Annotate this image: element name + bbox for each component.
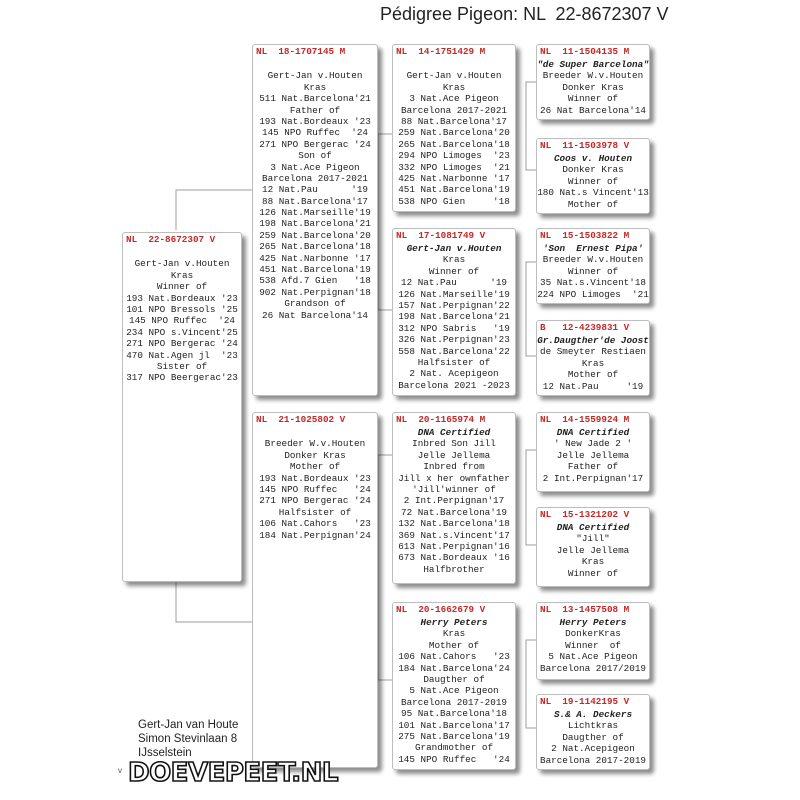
pigeon-name: Gr.Daugther'de Joost: [537, 335, 649, 346]
info-line: 451 Nat.Barcelona'19: [398, 184, 510, 196]
ring-number: NL 15-1321202 V: [540, 509, 630, 520]
info-line: Inbred Son Jill: [412, 438, 496, 450]
info-line: Jelle Jellema: [556, 544, 630, 556]
info-line: 425 Nat.Narbonne '17: [259, 252, 371, 264]
info-line: [253, 59, 377, 70]
info-line: Breeder W.v.Houten: [264, 438, 366, 450]
page-title: Pédigree Pigeon: NL 22-8672307 V: [380, 4, 669, 24]
info-line: Jelle Jellema: [556, 449, 630, 461]
info-line: 101 Nat.Barcelona'17: [398, 719, 510, 731]
info-line: Winner of: [567, 175, 619, 187]
ring-number: NL 18-1707145 M: [256, 46, 346, 57]
info-line: 12 Nat.Pau '19: [542, 380, 644, 392]
info-line: Barcelona 2017-2021: [400, 104, 507, 116]
ring-number: NL 17-1081749 V: [396, 230, 486, 241]
info-line: 271 NPO Bergerac '24: [259, 495, 371, 507]
info-line: 3 Nat.Ace Pigeon: [409, 93, 499, 105]
info-line: Winner of: [565, 639, 621, 651]
info-line: 12 Nat.Pau '19: [400, 277, 507, 289]
ring-number: NL 22-8672307 V: [126, 234, 216, 245]
info-line: 126 Nat.Marseille'19: [259, 207, 371, 219]
sire-card: [252, 44, 378, 396]
info-line: 275 Nat.Barcelona'19: [398, 730, 510, 742]
info-line: 106 Nat.Cahors '23: [259, 518, 371, 530]
ring-number: NL 13-1457508 M: [540, 604, 630, 615]
info-line: 332 NPO Limoges '21: [398, 161, 510, 173]
ring-number: B 12-4239831 V: [540, 322, 630, 333]
info-line: 538 Afd.7 Gien '18: [259, 275, 371, 287]
info-line: 184 Nat.Barcelona'24: [398, 662, 510, 674]
info-line: 193 Nat.Bordeaux '23: [259, 115, 371, 127]
info-line: 26 Nat Barcelona'14: [261, 309, 368, 321]
info-line: 294 NPO Limoges '23: [398, 150, 510, 162]
info-line: Barcelona 2017-2021: [261, 172, 368, 184]
info-line: 259 Nat.Barcelona'20: [259, 229, 371, 241]
info-line: 369 Nat.s.Vincent'17: [398, 529, 510, 541]
info-line: Jelle Jellema: [417, 449, 491, 461]
info-line: Mother of: [428, 639, 480, 651]
ring-number: NL 11-1504135 M: [540, 46, 630, 57]
info-line: Kras: [581, 556, 605, 568]
ring-number: NL 14-1559924 M: [540, 414, 630, 425]
info-line: 184 Nat.Perpignan'24: [259, 529, 371, 541]
info-line: Breeder W.v.Houten: [542, 70, 644, 82]
dam-sire-dam-card: [536, 507, 650, 587]
info-line: 902 Nat.Perpignan'18: [259, 286, 371, 298]
ring-number: NL 20-1165974 M: [396, 414, 486, 425]
info-line: Mother of: [289, 461, 341, 473]
info-line: Father of: [567, 461, 619, 473]
pigeon-name: "de Super Barcelona": [537, 59, 649, 70]
info-line: 271 NPO Bergerac '24: [259, 138, 371, 150]
dam-dam-dam-card: [536, 694, 650, 770]
breeder-name: Herry Peters: [559, 617, 627, 628]
info-line: 271 NPO Bergerac '24: [126, 338, 238, 350]
info-line: 193 Nat.Bordeaux '23: [126, 292, 238, 304]
info-line: Winner of: [156, 281, 208, 293]
certification: DNA Certified: [417, 427, 491, 438]
info-line: 425 Nat.Narbonne '17: [398, 172, 510, 184]
info-line: Mother of: [567, 369, 619, 381]
info-line: 95 Nat.Barcelona'18: [400, 708, 507, 720]
info-line: Lichtkras: [567, 720, 619, 732]
breeder-name: S.& A. Deckers: [553, 709, 633, 720]
info-line: 2 Int.Perpignan'17: [403, 495, 505, 507]
info-line: 5 Nat.Ace Pigeon: [548, 651, 638, 663]
info-line: 145 NPO Ruffec '24: [261, 127, 368, 139]
info-line: DonkerKras: [565, 628, 621, 640]
info-line: 145 NPO Ruffec '24: [128, 315, 235, 327]
info-line: 132 Nat.Barcelona'18: [398, 518, 510, 530]
info-line: 265 Nat.Barcelona'18: [398, 138, 510, 150]
info-line: de Smeyter Restiaen: [539, 346, 646, 358]
info-line: Kras: [581, 357, 605, 369]
info-line: Donker Kras: [562, 81, 624, 93]
breeder-city: IJsselstein: [138, 747, 192, 759]
info-line: Breeder W.v.Houten: [542, 254, 644, 266]
info-line: 35 Nat.s.Vincent'18: [539, 277, 646, 289]
info-line: Barcelona 2021 -2023: [398, 379, 510, 391]
breeder-name: Gert-Jan v.Houten: [406, 243, 502, 254]
info-line: Halfsister of: [278, 506, 352, 518]
dam-sire-card: [392, 412, 516, 584]
info-line: 2 Nat.Acepigeon: [551, 743, 635, 755]
info-line: Winner of: [567, 265, 619, 277]
sire-dam-card: [392, 228, 516, 396]
info-line: 326 Nat.Perpignan'23: [398, 334, 510, 346]
info-line: 198 Nat.Barcelona'21: [259, 218, 371, 230]
info-line: [123, 247, 241, 258]
info-line: 180 Nat.s Vincent'13: [537, 187, 649, 199]
info-line: 26 Nat Barcelona'14: [539, 104, 646, 116]
info-line: Kras: [303, 81, 327, 93]
info-line: Daugther of: [562, 731, 624, 743]
info-line: 198 Nat.Barcelona'21: [398, 311, 510, 323]
info-line: "Jill": [576, 533, 610, 545]
watermark-prefix: v: [118, 766, 122, 775]
pigeon-card: [122, 232, 242, 582]
breeder-name: Herry Peters: [420, 617, 488, 628]
info-line: 145 NPO Ruffec '24: [259, 483, 371, 495]
info-line: Gert-Jan v.Houten: [134, 258, 230, 270]
info-line: 88 Nat.Barcelona'17: [261, 195, 368, 207]
ring-number: NL 11-1503978 V: [540, 140, 630, 151]
info-line: 511 Nat.Barcelona'21: [259, 93, 371, 105]
info-line: 'Jill'winner of: [412, 483, 496, 495]
sire-sire-dam-card: [536, 138, 650, 214]
info-line: Jill x her ownfather: [398, 472, 510, 484]
info-line: 5 Nat.Ace Pigeon: [409, 685, 499, 697]
info-line: Barcelona 2017-2019: [539, 754, 646, 766]
info-line: 101 NPO Bressols '25: [126, 303, 238, 315]
ring-number: NL 15-1503822 M: [540, 230, 630, 241]
info-line: 2 Nat. Acepigeon: [409, 368, 499, 380]
info-line: Donker Kras: [562, 164, 624, 176]
info-line: Grandmother of: [414, 742, 494, 754]
info-line: Kras: [442, 628, 466, 640]
sire-dam-dam-card: [536, 320, 650, 396]
info-line: Kras: [442, 254, 466, 266]
breeder-address: [138, 718, 238, 760]
info-line: Father of: [289, 104, 341, 116]
sire-dam-sire-card: [536, 228, 650, 304]
info-line: Daugther of: [423, 673, 485, 685]
ring-number: NL 20-1662679 V: [396, 604, 486, 615]
dam-card: [252, 412, 378, 768]
breeder-street: Simon Stevinlaan 8: [138, 733, 238, 745]
info-line: Son of: [298, 150, 332, 162]
breeder-name: Gert-Jan van Houte: [138, 719, 239, 731]
dam-dam-sire-card: [536, 602, 650, 680]
info-line: Mother of: [567, 198, 619, 210]
info-line: Kras: [170, 269, 194, 281]
info-line: 193 Nat.Bordeaux '23: [259, 472, 371, 484]
pigeon-name: 'Son Ernest Pipa': [542, 243, 644, 254]
info-line: 538 NPO Gien '18: [398, 195, 510, 207]
info-line: 88 Nat.Barcelona'17: [400, 115, 507, 127]
ring-number: NL 21-1025802 V: [256, 414, 346, 425]
info-line: 558 Nat.Barcelona'22: [398, 345, 510, 357]
info-line: 259 Nat.Barcelona'20: [398, 127, 510, 139]
info-line: [253, 427, 377, 438]
info-line: [393, 59, 515, 70]
info-line: 3 Nat.Ace Pigeon: [270, 161, 360, 173]
sire-sire-card: [392, 44, 516, 212]
info-line: 12 Nat.Pau '19: [261, 184, 368, 196]
info-line: 613 Nat.Perpignan'16: [398, 540, 510, 552]
info-line: Gert-Jan v.Houten: [267, 70, 363, 82]
info-line: 451 Nat.Barcelona'19: [259, 264, 371, 276]
info-line: 234 NPO s.Vincent'25: [126, 326, 238, 338]
info-line: 2 Int.Perpignan'17: [542, 472, 644, 484]
info-line: Winner of: [567, 567, 619, 579]
info-line: Donker Kras: [284, 449, 346, 461]
certification: DNA Certified: [556, 427, 630, 438]
ring-number: NL 19-1142195 V: [540, 696, 630, 707]
info-line: Gert-Jan v.Houten: [406, 70, 502, 82]
watermark-logo: DOEVEPEET.NL: [128, 758, 338, 788]
info-line: Winner of: [567, 93, 619, 105]
info-line: Halfsister of: [417, 356, 491, 368]
info-line: 106 Nat.Cahors '23: [398, 651, 510, 663]
info-line: Barcelona 2017/2019: [539, 662, 646, 674]
info-line: 157 Nat.Perpignan'22: [398, 299, 510, 311]
info-line: 312 NPO Sabris '19: [398, 322, 510, 334]
info-line: Sister of: [156, 360, 208, 372]
ring-number: NL 14-1751429 M: [396, 46, 486, 57]
info-line: Grandson of: [284, 298, 346, 310]
info-line: ' New Jade 2 ': [553, 438, 633, 450]
info-line: Inbred from: [423, 461, 485, 473]
info-line: Kras: [442, 81, 466, 93]
sire-sire-sire-card: [536, 44, 650, 120]
info-line: Halfbrother: [423, 563, 485, 575]
info-line: 126 Nat.Marseille'19: [398, 288, 510, 300]
info-line: 224 NPO Limoges '21: [537, 288, 649, 300]
info-line: 72 Nat.Barcelona'19: [400, 506, 507, 518]
info-line: 673 Nat.Bordeaux '16: [398, 552, 510, 564]
info-line: 145 NPO Ruffec '24: [398, 753, 510, 765]
dam-sire-sire-card: [536, 412, 650, 492]
dam-dam-card: [392, 602, 516, 770]
info-line: 265 Nat.Barcelona'18: [259, 241, 371, 253]
info-line: Winner of: [428, 265, 480, 277]
info-line: 317 NPO Beergerac'23: [126, 372, 238, 384]
certification: DNA Certified: [556, 522, 630, 533]
breeder-name: Coos v. Houten: [553, 153, 633, 164]
info-line: Barcelona 2017-2019: [400, 696, 507, 708]
info-line: 470 Nat.Agen jl '23: [126, 349, 238, 361]
